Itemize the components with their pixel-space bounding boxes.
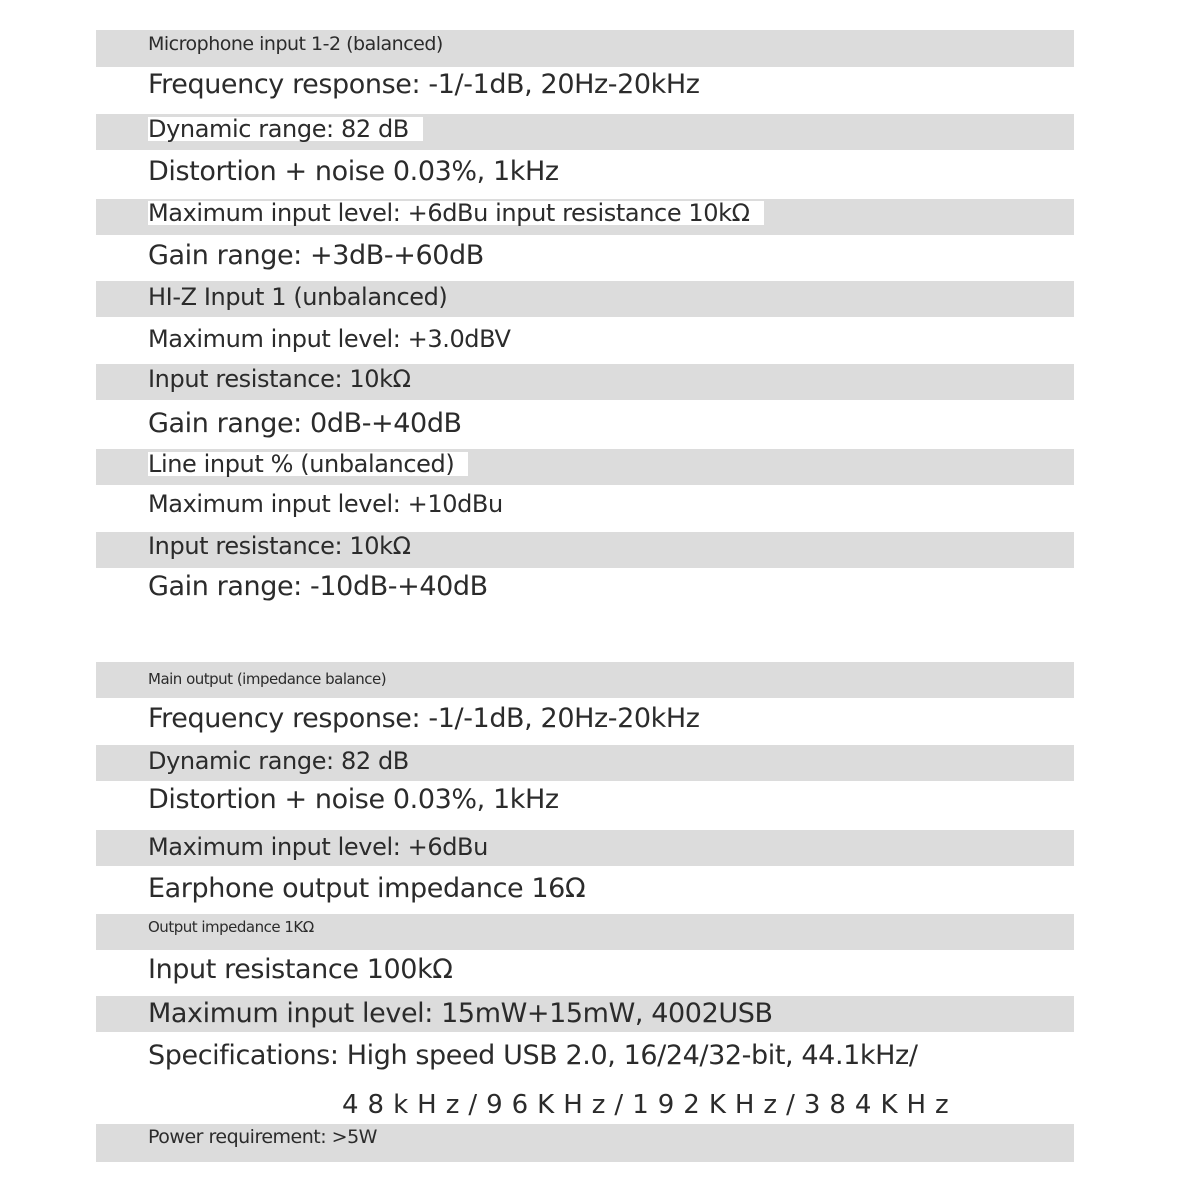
section-title-line-input: Line input % (unbalanced)	[148, 452, 468, 476]
spec-sample-rates: 48kHz/96KHz/192KHz/384KHz	[342, 1092, 972, 1118]
spec-out-max-level-usb: Maximum input level: 15mW+15mW, 4002USB	[148, 998, 773, 1029]
spec-out-frequency-response: Frequency response: -1/-1dB, 20Hz-20kHz	[148, 705, 714, 732]
spec-line-input-resistance: Input resistance: 10kΩ	[148, 532, 411, 560]
spec-max-input-level: Maximum input level: +6dBu input resistance 10kΩ	[148, 201, 764, 225]
spec-usb-specifications: Specifications: High speed USB 2.0, 16/24/32-bit, 44.1kHz/	[148, 1042, 932, 1069]
spec-line-max-input-level: Maximum input level: +10dBu	[148, 492, 517, 516]
spec-gain-range: Gain range: +3dB-+60dB	[148, 242, 498, 269]
spec-output-impedance: Output impedance 1KΩ	[148, 918, 314, 936]
section-title-hiz-input: HI-Z Input 1 (unbalanced)	[148, 283, 448, 311]
spec-frequency-response: Frequency response: -1/-1dB, 20Hz-20kHz	[148, 71, 714, 98]
spec-hiz-max-input-level: Maximum input level: +3.0dBV	[148, 327, 525, 351]
spec-distortion-noise: Distortion + noise 0.03%, 1kHz	[148, 158, 573, 185]
section-title-main-output: Main output (impedance balance)	[148, 670, 387, 688]
spec-earphone-impedance: Earphone output impedance 16Ω	[148, 875, 599, 902]
spec-out-dynamic-range: Dynamic range: 82 dB	[148, 747, 409, 775]
spec-input-resistance: Input resistance 100kΩ	[148, 956, 467, 983]
section-title-microphone-input: Microphone input 1-2 (balanced)	[148, 33, 443, 55]
spec-hiz-gain-range: Gain range: 0dB-+40dB	[148, 410, 476, 437]
spec-hiz-input-resistance: Input resistance: 10kΩ	[148, 365, 411, 393]
spec-line-gain-range: Gain range: -10dB-+40dB	[148, 573, 502, 600]
spec-dynamic-range: Dynamic range: 82 dB	[148, 117, 423, 141]
spec-power-requirement: Power requirement: >5W	[148, 1126, 377, 1148]
spec-out-distortion-noise: Distortion + noise 0.03%, 1kHz	[148, 786, 573, 813]
spec-out-max-input-level: Maximum input level: +6dBu	[148, 833, 488, 861]
